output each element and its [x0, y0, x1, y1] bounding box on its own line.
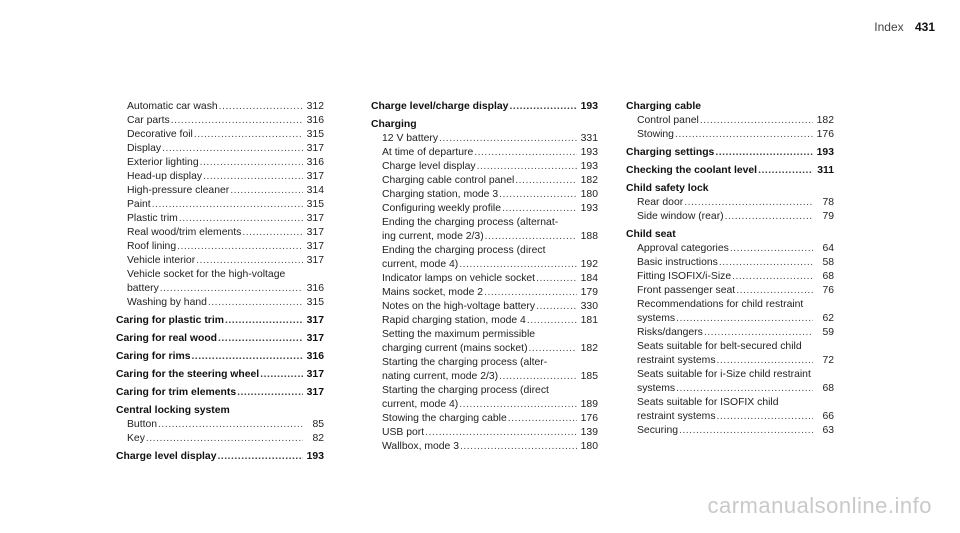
entry-page-number: 193: [580, 161, 598, 172]
entry-text: Caring for real wood: [116, 333, 218, 344]
index-subentry: [116, 254, 324, 268]
entry-text: Caring for rims: [116, 351, 191, 362]
entry-page-number: 180: [580, 441, 598, 452]
index-subentry: [371, 216, 598, 230]
dot-leader: [508, 412, 577, 426]
index-subentry: [626, 326, 834, 340]
index-subentry: [371, 384, 598, 398]
index-subentry: [116, 240, 324, 254]
index-subentry: [626, 128, 834, 142]
entry-text: Side window (rear): [637, 211, 724, 222]
dot-leader: [499, 370, 577, 384]
header-index-label: Index: [874, 20, 904, 34]
entry-text: Display: [127, 143, 162, 154]
entry-text: Decorative foil: [127, 129, 193, 140]
dot-leader: [459, 398, 577, 412]
entry-text: Child safety lock: [626, 183, 709, 194]
entry-text: Real wood/trim elements: [127, 227, 242, 238]
dot-leader: [162, 142, 303, 156]
entry-text: Charging: [371, 119, 417, 130]
entry-page-number: 176: [580, 413, 598, 424]
entry-text: restraint systems: [637, 411, 716, 422]
entry-page-number: 317: [306, 213, 324, 224]
dot-leader: [152, 198, 303, 212]
dot-leader: [425, 426, 577, 440]
dot-leader: [260, 368, 303, 382]
entry-text: 12 V battery: [382, 133, 439, 144]
entry-page-number: 193: [306, 451, 324, 462]
index-subentry: [626, 284, 834, 298]
entry-text: Securing: [637, 425, 679, 436]
index-subentry: [626, 424, 834, 438]
entry-text: Charging cable: [626, 101, 702, 112]
dot-leader: [230, 184, 303, 198]
entry-text: Seats suitable for belt-secured child: [637, 341, 802, 352]
dot-leader: [529, 342, 577, 356]
entry-text: systems: [637, 383, 676, 394]
entry-text: ing current, mode 2/3): [382, 231, 484, 242]
entry-text: Fitting ISOFIX/i-Size: [637, 271, 732, 282]
entry-page-number: 176: [816, 129, 834, 140]
dot-leader: [758, 164, 813, 178]
dot-leader: [536, 300, 577, 314]
index-heading: [116, 350, 324, 364]
entry-text: High-pressure cleaner: [127, 185, 230, 196]
entry-page-number: 58: [822, 257, 834, 268]
entry-text: Approval categories: [637, 243, 729, 254]
dot-leader: [200, 156, 303, 170]
dot-leader: [736, 284, 813, 298]
entry-text: Ending the charging process (direct: [382, 245, 546, 256]
index-subentry: [116, 184, 324, 198]
entry-text: Caring for plastic trim: [116, 315, 224, 326]
index-subentry: [371, 272, 598, 286]
index-subentry: [626, 298, 834, 312]
entry-page-number: 312: [306, 101, 324, 112]
dot-leader: [203, 170, 303, 184]
entry-text: Paint: [127, 199, 151, 210]
entry-page-number: 193: [580, 147, 598, 158]
dot-leader: [191, 350, 303, 364]
entry-page-number: 182: [816, 115, 834, 126]
entry-page-number: 68: [822, 383, 834, 394]
index-subentry: [371, 132, 598, 146]
entry-text: USB port: [382, 427, 425, 438]
dot-leader: [527, 314, 577, 328]
entry-text: Mains socket, mode 2: [382, 287, 484, 298]
index-column-2: [371, 100, 598, 454]
watermark: carmanualsonline.info: [707, 493, 932, 518]
entry-text: Charging cable control panel: [382, 175, 515, 186]
index-subentry: [371, 300, 598, 314]
entry-text: systems: [637, 313, 676, 324]
index-subentry: [371, 356, 598, 370]
entry-text: Caring for the steering wheel: [116, 369, 260, 380]
index-subentry: [116, 418, 324, 432]
index-subentry: [626, 368, 834, 382]
entry-page-number: 316: [306, 157, 324, 168]
index-subentry: [371, 328, 598, 342]
dot-leader: [484, 286, 577, 300]
entry-text: Caring for trim elements: [116, 387, 237, 398]
index-subentry: [371, 426, 598, 440]
index-subentry: [116, 198, 324, 212]
entry-page-number: 184: [580, 273, 598, 284]
index-column-3: [626, 100, 834, 438]
entry-text: Configuring weekly profile: [382, 203, 501, 214]
index-heading: [626, 100, 834, 114]
dot-leader: [459, 258, 577, 272]
entry-page-number: 182: [580, 175, 598, 186]
index-subentry: [116, 432, 324, 446]
index-subentry: [371, 370, 598, 384]
index-subentry: [626, 312, 834, 326]
entry-page-number: 189: [580, 399, 598, 410]
dot-leader: [477, 160, 577, 174]
dot-leader: [700, 114, 813, 128]
index-subentry: [626, 270, 834, 284]
entry-text: Washing by hand: [127, 297, 207, 308]
entry-page-number: 317: [306, 333, 324, 344]
entry-page-number: 316: [306, 351, 324, 362]
entry-text: charging current (mains socket): [382, 343, 528, 354]
entry-page-number: 179: [580, 287, 598, 298]
index-heading: [626, 182, 834, 196]
entry-text: Stowing: [637, 129, 674, 140]
index-heading: [116, 386, 324, 400]
dot-leader: [218, 332, 303, 346]
entry-page-number: 316: [306, 115, 324, 126]
entry-text: Charge level display: [116, 451, 217, 462]
entry-text: Checking the coolant level: [626, 165, 758, 176]
entry-page-number: 79: [822, 211, 834, 222]
index-subentry: [116, 170, 324, 184]
dot-leader: [460, 440, 577, 454]
index-subentry: [371, 174, 598, 188]
entry-text: Front passenger seat: [637, 285, 736, 296]
index-subentry: [371, 202, 598, 216]
entry-text: At time of departure: [382, 147, 474, 158]
entry-text: Seats suitable for ISOFIX child: [637, 397, 779, 408]
entry-page-number: 316: [306, 283, 324, 294]
dot-leader: [242, 226, 303, 240]
entry-text: Charge level/charge display: [371, 101, 509, 112]
entry-text: Notes on the high-voltage battery: [382, 301, 536, 312]
entry-page-number: 182: [580, 343, 598, 354]
entry-page-number: 317: [306, 369, 324, 380]
index-subentry: [626, 210, 834, 224]
dot-leader: [715, 146, 813, 160]
index-subentry: [626, 256, 834, 270]
entry-page-number: 185: [580, 371, 598, 382]
entry-page-number: 315: [306, 199, 324, 210]
index-subentry: [116, 128, 324, 142]
dot-leader: [225, 314, 303, 328]
entry-page-number: 181: [580, 315, 598, 326]
entry-text: Setting the maximum permissible: [382, 329, 536, 340]
index-subentry: [626, 410, 834, 424]
index-subentry: [371, 146, 598, 160]
dot-leader: [725, 210, 813, 224]
index-subentry: [371, 342, 598, 356]
entry-page-number: 317: [306, 241, 324, 252]
entry-text: Rapid charging station, mode 4: [382, 315, 526, 326]
entry-text: Child seat: [626, 229, 676, 240]
entry-page-number: 63: [822, 425, 834, 436]
entry-text: Vehicle interior: [127, 255, 196, 266]
index-subentry: [626, 340, 834, 354]
index-heading: [371, 100, 598, 114]
entry-page-number: 330: [580, 301, 598, 312]
entry-text: Car parts: [127, 115, 170, 126]
dot-leader: [675, 128, 813, 142]
dot-leader: [194, 128, 303, 142]
index-subentry: [371, 244, 598, 258]
entry-page-number: 68: [822, 271, 834, 282]
dot-leader: [499, 188, 577, 202]
entry-text: Plastic trim: [127, 213, 178, 224]
entry-text: Control panel: [637, 115, 699, 126]
dot-leader: [196, 254, 303, 268]
entry-text: nating current, mode 2/3): [382, 371, 499, 382]
entry-text: restraint systems: [637, 355, 716, 366]
page-header: [874, 20, 935, 34]
index-subentry: [116, 268, 324, 282]
entry-page-number: 78: [822, 197, 834, 208]
entry-page-number: 85: [312, 419, 324, 430]
index-subentry: [116, 226, 324, 240]
index-subentry: [626, 114, 834, 128]
entry-page-number: 180: [580, 189, 598, 200]
index-heading: [626, 228, 834, 242]
dot-leader: [160, 282, 303, 296]
dot-leader: [676, 382, 813, 396]
index-heading: [116, 404, 324, 418]
entry-text: Stowing the charging cable: [382, 413, 507, 424]
entry-text: Rear door: [637, 197, 684, 208]
entry-page-number: 72: [822, 355, 834, 366]
index-subentry: [116, 100, 324, 114]
dot-leader: [502, 202, 577, 216]
dot-leader: [171, 114, 303, 128]
entry-page-number: 331: [580, 133, 598, 144]
index-subentry: [371, 230, 598, 244]
dot-leader: [732, 270, 813, 284]
entry-text: Starting the charging process (alter-: [382, 357, 548, 368]
entry-page-number: 315: [306, 129, 324, 140]
entry-page-number: 188: [580, 231, 598, 242]
index-subentry: [371, 412, 598, 426]
entry-page-number: 193: [580, 203, 598, 214]
entry-text: battery: [127, 283, 159, 294]
dot-leader: [218, 450, 304, 464]
entry-text: Indicator lamps on vehicle socket: [382, 273, 536, 284]
index-subentry: [626, 396, 834, 410]
entry-page-number: 317: [306, 143, 324, 154]
entry-text: Charging settings: [626, 147, 715, 158]
entry-page-number: 317: [306, 227, 324, 238]
dot-leader: [219, 100, 303, 114]
dot-leader: [179, 212, 303, 226]
dot-leader: [509, 100, 577, 114]
dot-leader: [146, 432, 303, 446]
dot-leader: [536, 272, 577, 286]
entry-text: current, mode 4): [382, 259, 459, 270]
entry-page-number: 317: [306, 315, 324, 326]
dot-leader: [717, 410, 813, 424]
entry-text: current, mode 4): [382, 399, 459, 410]
index-subentry: [626, 354, 834, 368]
dot-leader: [208, 296, 303, 310]
dot-leader: [704, 326, 813, 340]
entry-page-number: 193: [580, 101, 598, 112]
index-heading: [626, 164, 834, 178]
entry-text: Seats suitable for i-Size child restraint: [637, 369, 811, 380]
dot-leader: [730, 242, 813, 256]
entry-page-number: 315: [306, 297, 324, 308]
index-subentry: [116, 296, 324, 310]
dot-leader: [439, 132, 577, 146]
dot-leader: [474, 146, 577, 160]
entry-text: Ending the charging process (alternat-: [382, 217, 559, 228]
entry-page-number: 317: [306, 171, 324, 182]
index-subentry: [371, 440, 598, 454]
entry-text: Charge level display: [382, 161, 476, 172]
entry-text: Wallbox, mode 3: [382, 441, 460, 452]
entry-page-number: 317: [306, 255, 324, 266]
entry-page-number: 311: [817, 165, 834, 176]
dot-leader: [684, 196, 813, 210]
index-column-1: [116, 100, 324, 464]
dot-leader: [679, 424, 813, 438]
entry-page-number: 193: [816, 147, 834, 158]
entry-page-number: 59: [822, 327, 834, 338]
dot-leader: [719, 256, 813, 270]
entry-text: Head-up display: [127, 171, 203, 182]
entry-page-number: 76: [822, 285, 834, 296]
index-subentry: [626, 196, 834, 210]
index-subentry: [371, 188, 598, 202]
entry-text: Central locking system: [116, 405, 230, 416]
entry-text: Exterior lighting: [127, 157, 199, 168]
entry-page-number: 66: [822, 411, 834, 422]
index-heading: [116, 368, 324, 382]
dot-leader: [485, 230, 577, 244]
dot-leader: [158, 418, 303, 432]
dot-leader: [515, 174, 577, 188]
entry-text: Automatic car wash: [127, 101, 218, 112]
entry-text: Button: [127, 419, 158, 430]
entry-text: Risks/dangers: [637, 327, 703, 338]
index-heading: [116, 332, 324, 346]
entry-page-number: 82: [312, 433, 324, 444]
entry-text: Roof lining: [127, 241, 177, 252]
index-subentry: [116, 114, 324, 128]
index-subentry: [116, 212, 324, 226]
dot-leader: [237, 386, 303, 400]
entry-page-number: 314: [306, 185, 324, 196]
index-subentry: [371, 160, 598, 174]
index-subentry: [371, 258, 598, 272]
index-heading: [116, 314, 324, 328]
index-subentry: [116, 282, 324, 296]
index-subentry: [626, 382, 834, 396]
entry-page-number: 64: [822, 243, 834, 254]
dot-leader: [177, 240, 303, 254]
index-heading: [626, 146, 834, 160]
index-heading: [116, 450, 324, 464]
entry-text: Basic instructions: [637, 257, 718, 268]
dot-leader: [676, 312, 813, 326]
entry-text: Vehicle socket for the high-voltage: [127, 269, 286, 280]
entry-page-number: 139: [580, 427, 598, 438]
entry-text: Key: [127, 433, 145, 444]
entry-page-number: 62: [822, 313, 834, 324]
entry-text: Starting the charging process (direct: [382, 385, 549, 396]
entry-page-number: 192: [580, 259, 598, 270]
index-subentry: [371, 286, 598, 300]
entry-page-number: 317: [306, 387, 324, 398]
entry-text: Charging station, mode 3: [382, 189, 499, 200]
index-subentry: [116, 142, 324, 156]
index-subentry: [371, 398, 598, 412]
index-subentry: [371, 314, 598, 328]
entry-text: Recommendations for child restraint: [637, 299, 804, 310]
index-subentry: [626, 242, 834, 256]
page-number: 431: [914, 20, 935, 34]
index-heading: [371, 118, 598, 132]
dot-leader: [717, 354, 813, 368]
index-subentry: [116, 156, 324, 170]
